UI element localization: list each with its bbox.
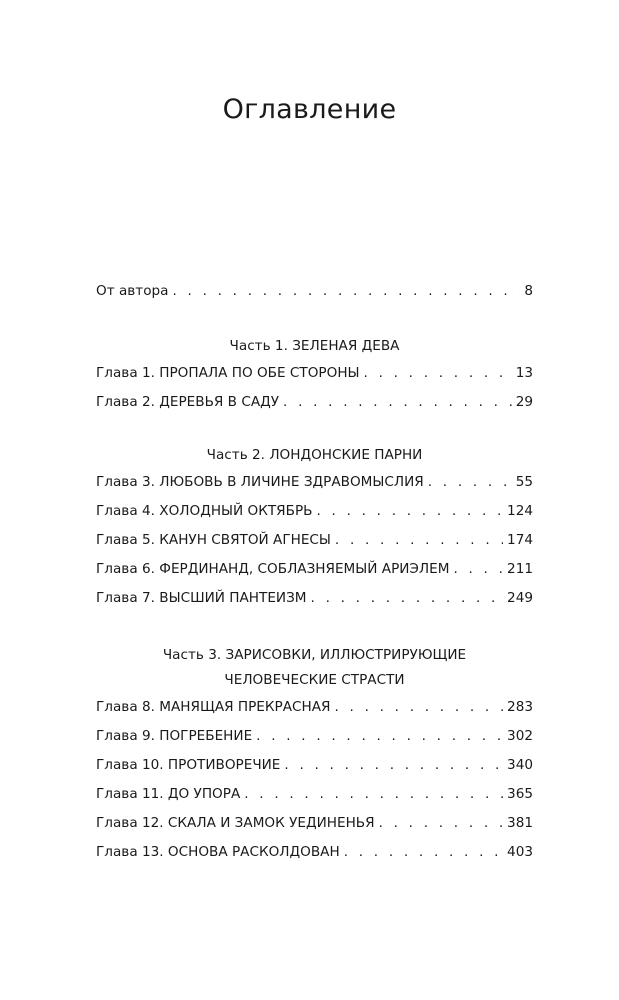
entry-page-number: 283: [507, 699, 533, 715]
dot-leader: [311, 584, 504, 613]
page-title: Оглавление: [222, 94, 397, 125]
dot-leader: [316, 497, 503, 526]
entry-page-number: 340: [507, 757, 533, 773]
entry-page-number: 55: [515, 474, 533, 490]
entry-title: От автора: [96, 283, 169, 299]
entry-title: Глава 4. ХОЛОДНЫЙ ОКТЯБРЬ: [96, 503, 313, 519]
entry-page-number: 403: [507, 844, 533, 860]
entry-title: Глава 10. ПРОТИВОРЕЧИЕ: [96, 757, 281, 773]
entry-title: Глава 11. ДО УПОРА: [96, 786, 241, 802]
dot-leader: [453, 555, 503, 584]
entry-title: Глава 5. КАНУН СВЯТОЙ АГНЕСЫ: [96, 532, 331, 548]
entry-title: Глава 6. ФЕРДИНАНД, СОБЛАЗНЯЕМЫЙ АРИЭЛЕМ: [96, 561, 450, 577]
entry-page-number: 124: [507, 503, 533, 519]
entry-title: Глава 13. ОСНОВА РАСКОЛДОВАН: [96, 844, 340, 860]
entry-title: Глава 9. ПОГРЕБЕНИЕ: [96, 728, 253, 744]
entry-page-number: 365: [507, 786, 533, 802]
dot-leader: [283, 388, 512, 417]
entry-page-number: 249: [507, 590, 533, 606]
dot-leader: [379, 809, 503, 838]
entry-page-number: 29: [515, 394, 533, 410]
toc-entry-chapter: [96, 584, 533, 613]
toc-entry-chapter: [96, 751, 533, 780]
dot-leader: [344, 838, 503, 867]
dot-leader: [428, 468, 512, 497]
entry-page-number: 381: [507, 815, 533, 831]
part-heading: Часть 2. ЛОНДОНСКИЕ ПАРНИ: [206, 447, 423, 463]
entry-title: Глава 7. ВЫСШИЙ ПАНТЕИЗМ: [96, 590, 307, 606]
entry-title: Глава 2. ДЕРЕВЬЯ В САДУ: [96, 394, 280, 410]
toc-entry-chapter: [96, 388, 533, 417]
toc-entry-chapter: [96, 468, 533, 497]
part-heading: Часть 1. ЗЕЛЕНАЯ ДЕВА: [229, 338, 400, 354]
dot-leader: [335, 526, 503, 555]
dot-leader: [244, 780, 503, 809]
dot-leader: [364, 359, 512, 388]
entry-page-number: 302: [507, 728, 533, 744]
table-of-contents: [96, 277, 533, 867]
entry-page-number: 211: [507, 561, 533, 577]
entry-page-number: 174: [507, 532, 533, 548]
toc-entry-chapter: [96, 809, 533, 838]
entry-page-number: 8: [524, 283, 533, 299]
toc-entry-chapter: [96, 693, 533, 722]
part-heading: Часть 3. ЗАРИСОВКИ, ИЛЛЮСТРИРУЮЩИЕ: [162, 647, 467, 663]
toc-entry-chapter: [96, 497, 533, 526]
dot-leader: [256, 722, 503, 751]
toc-entry-chapter: [96, 526, 533, 555]
toc-entry-chapter: [96, 555, 533, 584]
entry-title: Глава 1. ПРОПАЛА ПО ОБЕ СТОРОНЫ: [96, 365, 360, 381]
dot-leader: [172, 277, 520, 306]
toc-entry-chapter: [96, 722, 533, 751]
part-heading-continued: ЧЕЛОВЕЧЕСКИЕ СТРАСТИ: [224, 672, 405, 688]
dot-leader: [335, 693, 504, 722]
entry-title: Глава 12. СКАЛА И ЗАМОК УЕДИНЕНЬЯ: [96, 815, 375, 831]
entry-title: Глава 8. МАНЯЩАЯ ПРЕКРАСНАЯ: [96, 699, 331, 715]
dot-leader: [284, 751, 503, 780]
toc-entry-chapter: [96, 780, 533, 809]
entry-page-number: 13: [515, 365, 533, 381]
toc-entry-author: [96, 277, 533, 306]
toc-entry-chapter: [96, 359, 533, 388]
entry-title: Глава 3. ЛЮБОВЬ В ЛИЧИНЕ ЗДРАВОМЫСЛИЯ: [96, 474, 424, 490]
toc-entry-chapter: [96, 838, 533, 867]
